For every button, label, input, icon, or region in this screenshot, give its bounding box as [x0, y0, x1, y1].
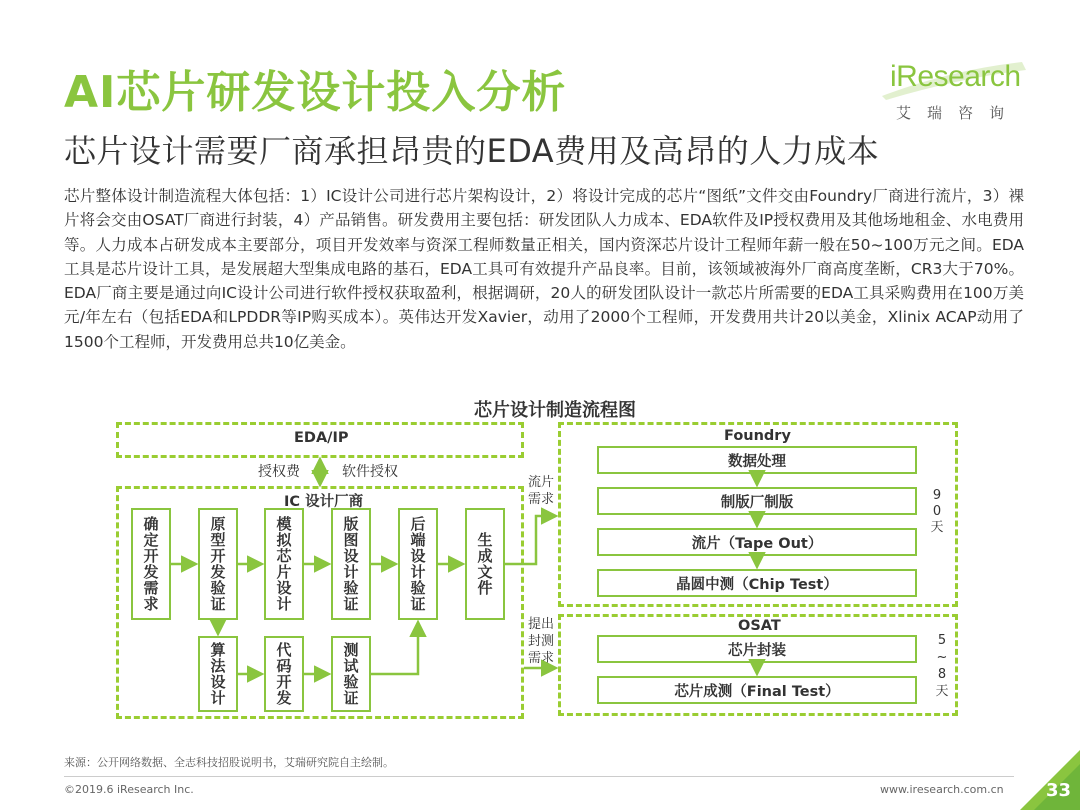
step-label: 版图设计验证 — [341, 516, 360, 612]
step-label: 算法设计 — [208, 642, 227, 706]
step-label: 原型开发验证 — [208, 516, 227, 612]
foundry-step-chip-test: 晶圆中测（Chip Test） — [597, 569, 917, 597]
diagram-title: 芯片设计制造流程图 — [474, 400, 636, 421]
step-label: 测试验证 — [341, 642, 360, 706]
page-title: AI芯片研发设计投入分析 — [64, 67, 567, 118]
arrow-test-backend — [371, 623, 418, 674]
license-fee-label: 授权费 — [258, 464, 300, 480]
foundry-label: Foundry — [724, 428, 791, 444]
packaging-demand-label: 提出封测需求 — [527, 617, 554, 666]
osat-label: OSAT — [738, 618, 781, 634]
page-subtitle: 芯片设计需要厂商承担昂贵的EDA费用及高昂的人力成本 — [64, 132, 880, 170]
step-label: 后端设计验证 — [408, 516, 427, 612]
ic-design-label: IC 设计厂商 — [280, 490, 367, 511]
step-label: 确定开发需求 — [141, 516, 160, 612]
website-text: www.iresearch.com.cn — [880, 783, 1004, 796]
page-number: 33 — [1046, 780, 1072, 801]
footer-divider — [64, 776, 1014, 777]
copyright-text: ©2019.6 iResearch Inc. — [64, 783, 194, 796]
logo-wordmark: iResearch — [890, 60, 1021, 93]
step-label: 生成文件 — [475, 532, 494, 596]
osat-duration: 5~8天 — [935, 633, 949, 699]
foundry-step-tape-out: 流片（Tape Out） — [597, 528, 917, 556]
step-label: 模拟芯片设计 — [274, 516, 293, 612]
foundry-step-data-processing: 数据处理 — [597, 446, 917, 474]
logo-chinese: 艾瑞咨询 — [896, 104, 1021, 122]
osat-step-final-test: 芯片成测（Final Test） — [597, 676, 917, 704]
tapeout-demand-label: 流片需求 — [527, 475, 554, 507]
step-label: 代码开发 — [274, 642, 293, 706]
software-license-label: 软件授权 — [342, 464, 398, 480]
source-note: 来源：公开网络数据、全志科技招股说明书，艾瑞研究院自主绘制。 — [64, 756, 394, 769]
foundry-step-mask-making: 制版厂制版 — [597, 487, 917, 515]
eda-ip-label: EDA/IP — [294, 430, 349, 446]
arrow-ic-foundry — [505, 516, 555, 564]
foundry-duration: 90天 — [930, 488, 944, 535]
osat-step-packaging: 芯片封装 — [597, 635, 917, 663]
body-paragraph: 芯片整体设计制造流程大体包括：1）IC设计公司进行芯片架构设计，2）将设计完成的芯片“图纸”文件交由Foundry厂商进行流片，3）裸片将会交由OSAT厂商进行封装，4）产品销售。研发费用主要包括：研发团队人力成本、EDA软件及IP授权费用及其他场地租金、水电费用等。人力成本占研发成本主要部分，项目开发效率与资深工程师数量正相关，国内资深芯片设计工程师年薪一般在50~100万元之间。EDA工具是芯片设计工具，是发展超大型集成电路的基石，EDA工具可有效提升产品良率。目前，该领域被海外厂商高度垄断，CR3大于70%。EDA厂商主要是通过向IC设计公司进行软件授权获取盈利，根据调研，20人的研发团队设计一款芯片所需要的EDA工具采购费用在100万美元/年左右（包括EDA和LPDDR等IP购买成本）。英伟达开发Xavier，动用了2000个工程师，开发费用共计20以美金，Xlinix ACAP动用了1500个工程师，开发费用总共10亿美金。 — [64, 187, 1024, 351]
